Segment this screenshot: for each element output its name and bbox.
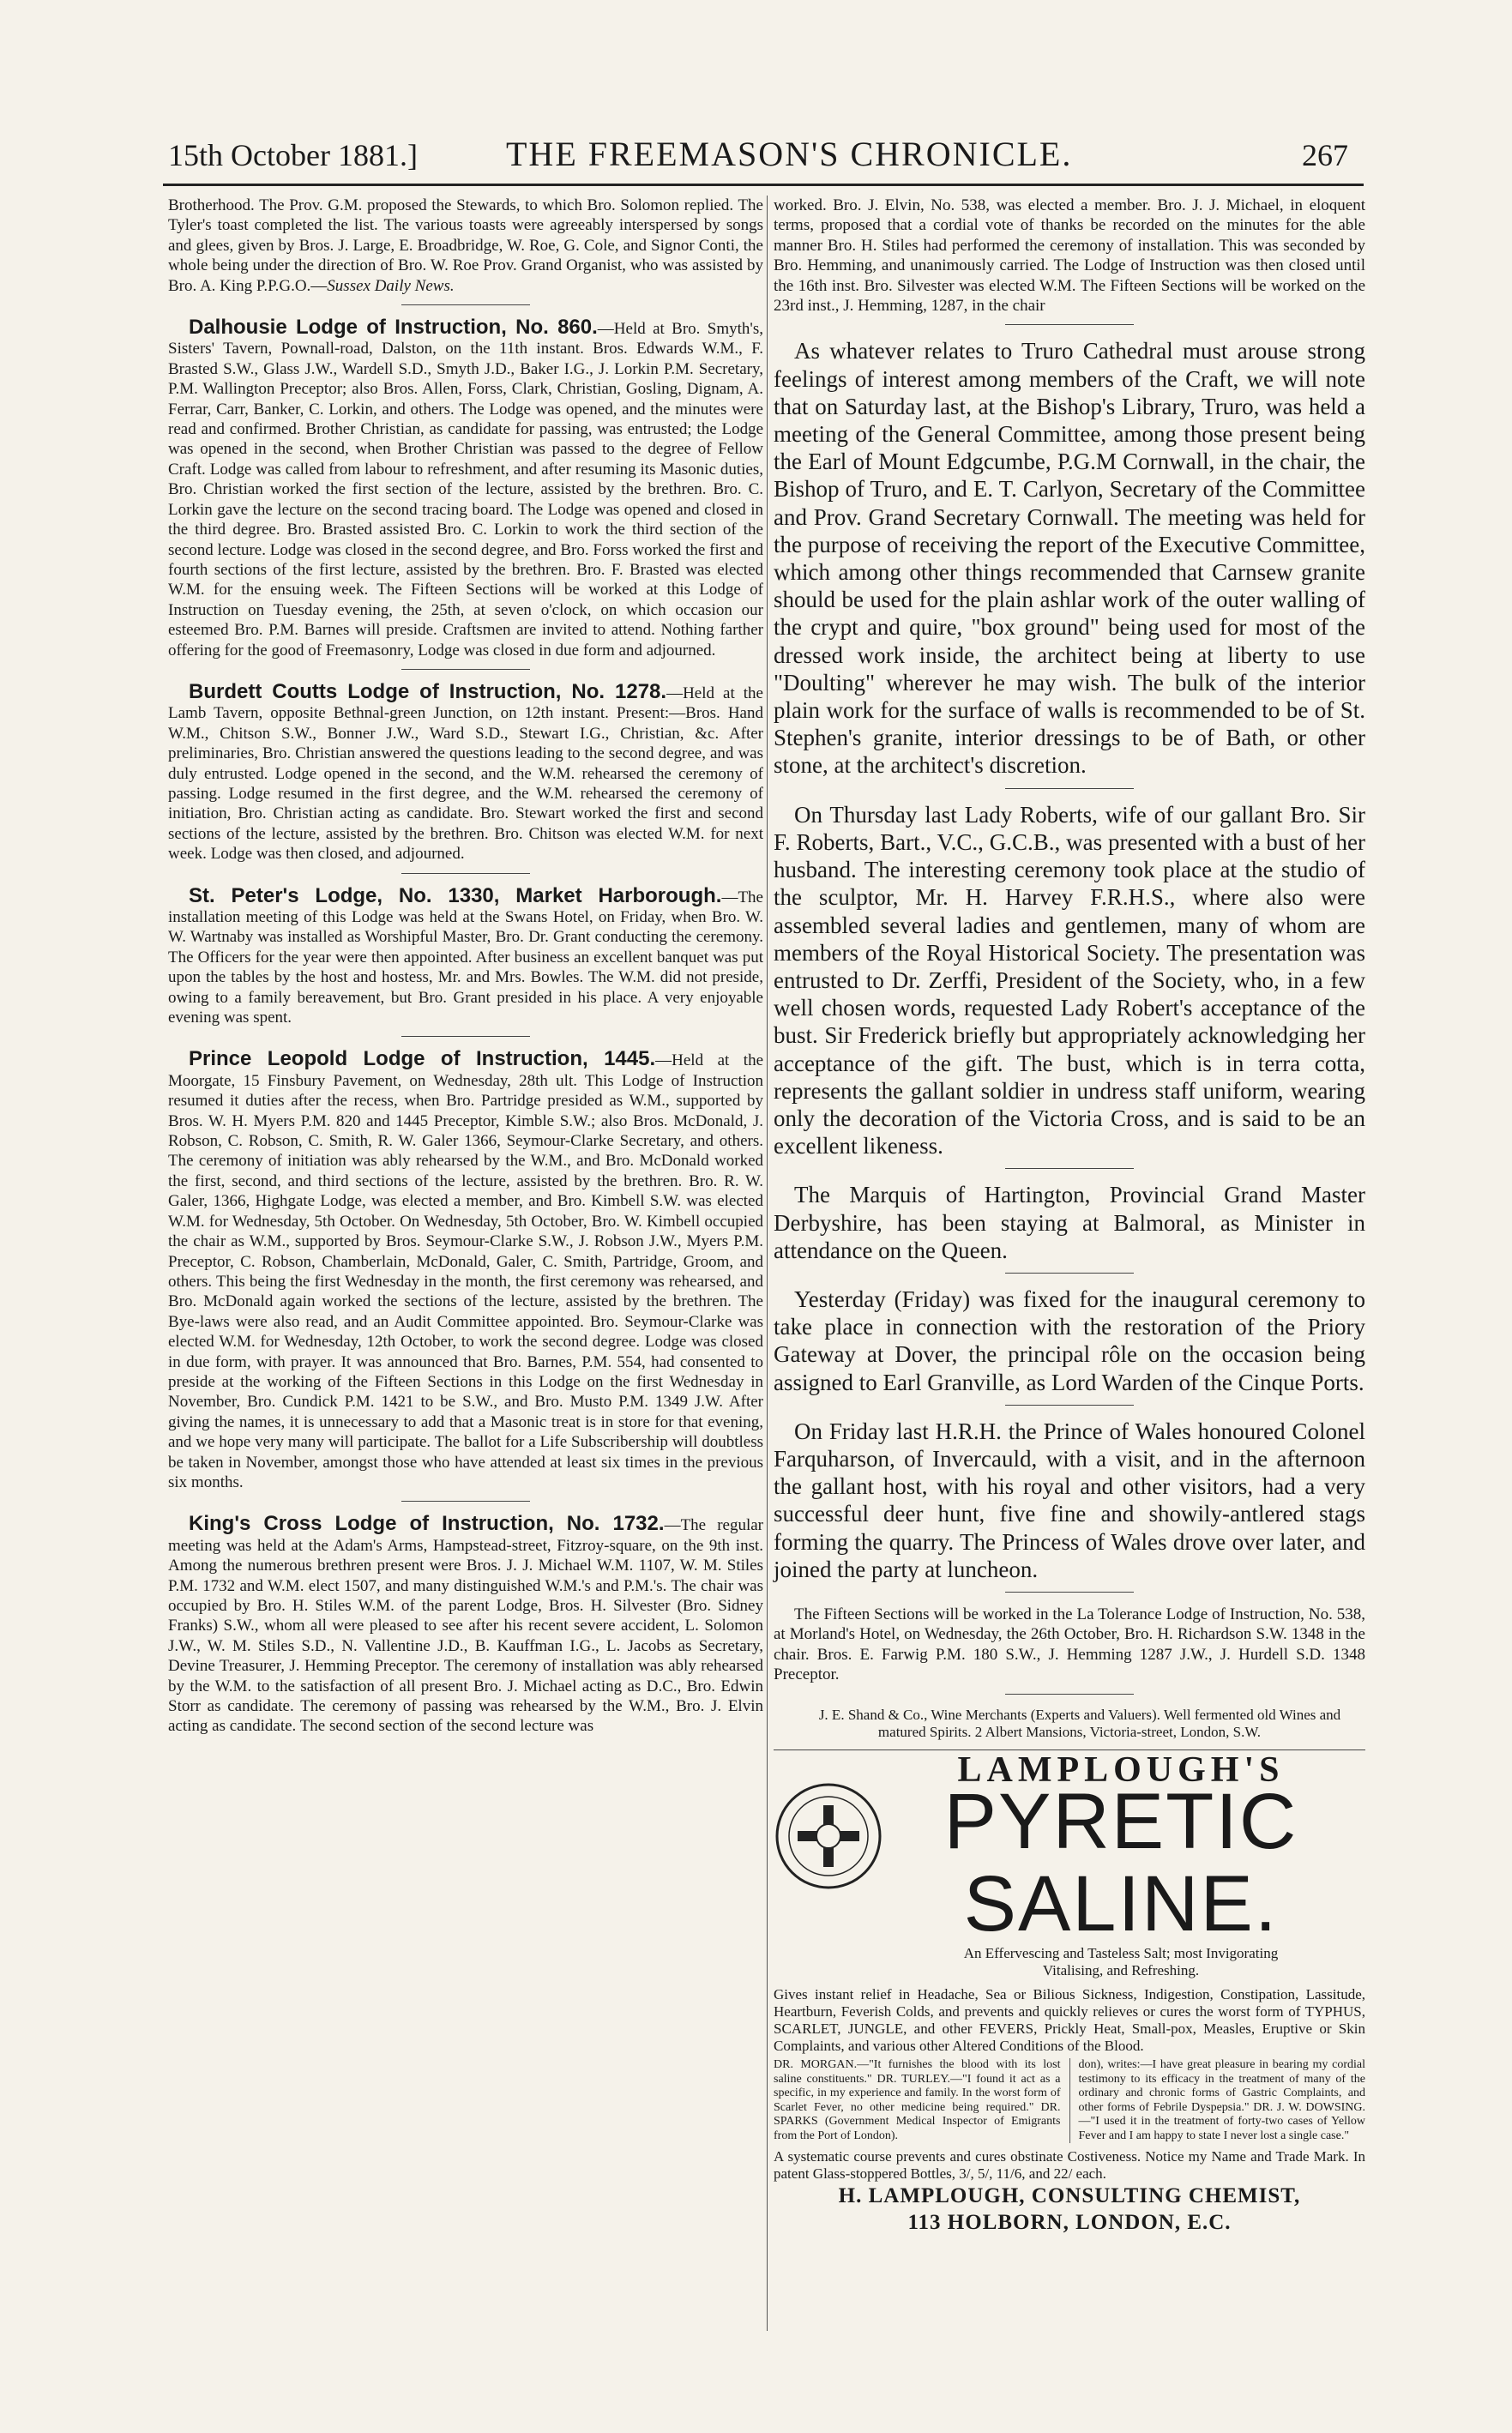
advert-footer: A systematic course prevents and cures obstinate Costiveness. Notice my Name and Trade Mark. In patent Glass-stoppered Bottles, 3/, 5/, 11/6, and 22/ each. bbox=[774, 2148, 1365, 2182]
divider bbox=[401, 1036, 530, 1037]
advert-chemist-name: H. LAMPLOUGH, CONSULTING CHEMIST, bbox=[838, 2184, 1301, 2207]
divider bbox=[1005, 1405, 1134, 1406]
advert-testimonials bbox=[774, 2058, 1365, 2143]
article-roberts: On Thursday last Lady Roberts, wife of our gallant Bro. Sir F. Roberts, Bart., V.C., G.C.B., was presented with a bust of her husband. The interesting ceremony took place at the studio of the sculptor, Mr. H. Harvey F.R.H.S., where also were assembled several ladies and gentlemen, many of whom are members of the Royal Historical Society. The presentation was entrusted to Dr. Zerffi, President of the Society, who, in a few well chosen words, requested Lady Robert's acceptance of the bust. Sir Frederick briefly but appropriately acknowledging her acceptance of the gift. The bust, which is in terra cotta, represents the gallant soldier in undress staff uniform, wearing only the decoration of the Victoria Cross, and is said to be an excellent likeness. bbox=[774, 801, 1365, 1159]
header-title: THE FREEMASON'S CHRONICLE. bbox=[506, 135, 1073, 173]
article-dover: Yesterday (Friday) was fixed for the inaugural ceremony to take place in connection with the restoration of the Priory Gateway at Dover, the principal rôle on the occasion being assigned to Earl Granville, as Lord Warden of the Cinque Ports. bbox=[774, 1286, 1365, 1395]
divider bbox=[1005, 1168, 1134, 1169]
trade-mark-seal-icon bbox=[774, 1781, 883, 1891]
article-hartington: The Marquis of Hartington, Provincial Grand Master Derbyshire, has been staying at Balmoral, as Minister in attendance on the Queen. bbox=[774, 1182, 1365, 1263]
article-prince-of-wales: On Friday last H.R.H. the Prince of Wales honoured Colonel Farquharson, of Invercauld, with a visit, and in the afternoon the gallant host, with his royal and other visitors, had a very successful deer hunt, five fine and showily-antlered stags forming the quarry. The Princess of Wales drove over later, and joined the party at luncheon. bbox=[774, 1418, 1365, 1582]
testimonial-left: DR. MORGAN.—"It furnishes the blood with its lost saline constituents." DR. TURLEY.—"I found it act as a specific, in my experience and family. In the worst form of Scarlet Fever, no other medicine being required." DR. SPARKS (Government Medical Inspector of Emigrants from the Port of London). bbox=[774, 2058, 1061, 2142]
header-date: 15th October 1881.] bbox=[168, 138, 418, 172]
left-column bbox=[168, 196, 763, 1737]
advert-description: Gives instant relief in Headache, Sea or Bilious Sickness, Indigestion, Constipation, Lassitude, Heartburn, Feverish Colds, and prevents and quickly relieves or cures the worst form of TYPHUS, SCARLET, JUNGLE, and other FEVERS, Prickly Heat, Small-pox, Measles, Eruptive or Skin Complaints, and various other Altered Conditions of the Blood. bbox=[774, 1986, 1365, 2054]
article-stpeter: St. Peter's Lodge, No. 1330, Market Harborough.—The installation meeting of this Lodge was held at the Swans Hotel, on Friday, when Bro. W. W. Wartnaby was installed as Worshipful Master, Bro. Dr. Grant conducting the ceremony. The Officers for the year were then appointed. After business an excellent banquet was put upon the tables by the host and hostess, Mr. and Mrs. Bowles. The W.M. did not preside, owing to a family bereavement, but Bro. Grant presided in his place. A very enjoyable evening was spent. bbox=[168, 883, 763, 1027]
divider bbox=[1005, 324, 1134, 325]
heading-kings-cross: King's Cross Lodge of Instruction, No. 1732. bbox=[189, 1512, 665, 1536]
right-column bbox=[774, 196, 1365, 2236]
advert-tagline-2: Vitalising, and Refreshing. bbox=[1042, 1962, 1200, 1978]
divider bbox=[1005, 1592, 1134, 1593]
divider bbox=[401, 873, 530, 874]
divider bbox=[401, 304, 530, 305]
divider bbox=[1005, 1273, 1134, 1274]
article-truro: As whatever relates to Truro Cathedral must arouse strong feelings of interest among members of the Craft, we will note that on Saturday last, at the Bishop's Library, Truro, was held a meeting of the General Committee, among those present being the Earl of Mount Edgcumbe, P.G.M Cornwall, in the chair, the Bishop of Truro, and E. T. Carlyon, Secretary of the Committee and Prov. Grand Secretary Cornwall. The meeting was held for the purpose of receiving the report of the Executive Committee, which among other things recommended that Carnsew granite should be used for the plain ashlar work of the outer walling of the crypt and quire, "box ground" being used for most of the dressed work inside, the architect being at liberty to use "Doulting" wherever he may wish. The bulk of the interior plain work for the surface of walls is recommended to be of St. Stephen's granite, interior dressings to be of Bath, or other stone, at the architect's discretion. bbox=[774, 338, 1365, 779]
advert-shand: J. E. Shand & Co., Wine Merchants (Experts and Valuers). Well fermented old Wines and matured Spirits. 2 Albert Mansions, Victoria-street, London, S.W. bbox=[818, 1706, 1341, 1740]
testimonial-right: don), writes:—I have great pleasure in bearing my cordial testimony to its efficacy in the treatment of many of the ordinary and chronic forms of Gastric Complaints, and other forms of Febrile Dyspepsia." DR. J. W. DOWSING.—"I used it in the treatment of forty-two cases of Yellow Fever and I am happy to state I never lost a single case." bbox=[1078, 2058, 1365, 2142]
advert-chemist-address: 113 HOLBORN, LONDON, E.C. bbox=[907, 2211, 1232, 2234]
page-number: 267 bbox=[1302, 138, 1348, 172]
divider bbox=[1005, 788, 1134, 789]
heading-leopold: Prince Leopold Lodge of Instruction, 1445. bbox=[189, 1047, 656, 1071]
divider bbox=[1005, 1694, 1134, 1695]
divider bbox=[401, 669, 530, 670]
advert-brand: LAMPLOUGH'S bbox=[957, 1749, 1285, 1790]
divider bbox=[401, 1501, 530, 1502]
header-rule bbox=[163, 184, 1364, 186]
advert-product: PYRETIC SALINE. bbox=[943, 1778, 1298, 1948]
heading-stpeter: St. Peter's Lodge, No. 1330, Market Harborough. bbox=[189, 883, 722, 907]
advert-tagline-1: An Effervescing and Tasteless Salt; most Invigorating bbox=[963, 1945, 1279, 1961]
article-dalhousie: Dalhousie Lodge of Instruction, No. 860.—Held at Bro. Smyth's, Sisters' Tavern, Pownall-road, Dalston, on the 11th instant. Bros. Edwards W.M., F. Brasted S.W., Glass J.W., Wardell S.D., Smyth J.D., Baker I.G., J. Lorkin P.M. Secretary, P.M. Wallington Preceptor; also Bros. Allen, Forss, Clark, Christian, Gosling, Dignam, A. Ferrar, Carr, Banker, C. Lorkin, and others. The Lodge was opened, and the minutes were read and confirmed. Brother Christian, as candidate for passing, was entrusted; the Lodge was opened in the second, when Brother Christian was passed to the degree of Fellow Craft. Lodge was called from labour to refreshment, and after resuming its Masonic duties, Bro. Christian worked the first section of the lecture, assisted by the brethren. Bro. C. Lorkin gave the lecture on the second tracing board. The Lodge was opened and closed in the third degree. Bro. Brasted assisted Bro. C. Lorkin to work the third section of the second lecture. Lodge was closed in the second degree, and Bro. Forss worked the first and fourth sections of the first lecture, assisted by the brethren. Bro. F. Brasted was elected W.M. for the ensuing week. The Fifteen Sections will be worked at this Lodge of Instruction on Tuesday evening, the 25th, at seven o'clock, on which occasion our esteemed Bro. P.M. Barnes will preside. Craftsmen are invited to attend. Nothing farther offering for the good of Freemasonry, Lodge was closed in due form and adjourned. bbox=[168, 316, 763, 659]
testimonial-divider bbox=[1069, 2058, 1070, 2143]
heading-burdett: Burdett Coutts Lodge of Instruction, No. 1278. bbox=[189, 679, 667, 703]
article-burdett: Burdett Coutts Lodge of Instruction, No. 1278.—Held at the Lamb Tavern, opposite Bethnal-green Junction, on 12th instant. Present:—Bros. Hand W.M., Chitson S.W., Bonner J.W., Ward S.D., Stewart I.G., Christian, &c. After preliminaries, Bro. Christian answered the questions leading to the second degree, and was duly entrusted. Lodge opened in the second, and the W.M. rehearsed the ceremony of passing. Lodge resumed in the first degree, and the W.M. rehearsed the ceremony of initiation, Bro. Christian acting as candidate. Bro. Stewart worked the first and second sections of the lecture, assisted by the brethren. Bro. Chitson was elected W.M. for next week. Lodge was then closed, and adjourned. bbox=[168, 679, 763, 864]
intro-source: Sussex Daily News. bbox=[327, 276, 455, 295]
article-leopold: Prince Leopold Lodge of Instruction, 1445.—Held at the Moorgate, 15 Finsbury Pavement, on Wednesday, 28th ult. This Lodge of Instruction resumed it duties after the recess, when Bro. Partridge presided as W.M., supported by Bros. W. H. Myers P.M. 820 and 1445 Preceptor, Kimble S.W.; also Bros. McDonald, J. Robson, C. Robson, C. Smith, R. W. Galer 1366, Seymour-Clarke Secretary, and others. The ceremony of initiation was ably rehearsed by the W.M., and Bro. McDonald worked the first, second, and third sections of the lecture, assisted by the brethren. Bro. R. W. Galer, 1366, Highgate Lodge, was elected a member, and Bro. Kimbell S.W. was elected W.M. for Wednesday, 5th October. On Wednesday, 5th October, Bro. W. Kimbell occupied the chair as W.M., supported by Bros. Seymour-Clarke S.W., J. Robson J.W., Myers P.M. Preceptor, C. Robson, Chamberlain, McDonald, Galer, C. Smith, Partridge, Groom, and others. This being the first Wednesday in the month, the first ceremony was rehearsed, and Bro. McDonald again worked the sections of the lecture, assisted by the brethren. The Bye-laws were also read, and an Audit Committee appointed. Bro. Seymour-Clarke was elected W.M. for Wednesday, 12th October, to work the second degree. Lodge was closed in due form, with prayer. It was announced that Bro. Barnes, P.M. 554, had consented to preside at the working of the Fifteen Sections in this Lodge on the first Wednesday in November, Bro. Cundick P.M. 1421 to be S.W., and Bro. Musto P.M. 1349 J.W. After giving the names, it is unnecessary to add that a Masonic treat is in store for that evening, and we hope very many will participate. The ballot for a Life Subscribership will doubtless be taken in November, amongst those who have attended at least six times in the previous six months. bbox=[168, 1047, 763, 1491]
column-divider bbox=[767, 196, 768, 2331]
article-tolerance: The Fifteen Sections will be worked in the La Tolerance Lodge of Instruction, No. 538, at Morland's Hotel, on Wednesday, the 26th October, Bro. H. Richardson S.W. 1348 in the chair. Bros. E. Farwig P.M. 180 S.W., J. Hemming 1287 J.W., J. Hurdell S.D. 1348 Preceptor. bbox=[774, 1605, 1365, 1684]
article-intro: Brotherhood. The Prov. G.M. proposed the Stewards, to which Bro. Solomon replied. The Tyler's toast completed the list. The various toasts were agreeably interspersed by songs and glees, given by Bros. J. Large, E. Broadbridge, W. Roe, G. Cole, and Signor Conti, the whole being under the direction of Bro. W. Roe Prov. Grand Organist, who was assisted by Bro. A. King P.P.G.O.—Sussex Daily News. bbox=[168, 196, 763, 295]
article-kings-cross-continued: worked. Bro. J. Elvin, No. 538, was elected a member. Bro. J. J. Michael, in eloquent terms, proposed that a cordial vote of thanks be recorded on the minutes for the able manner Bro. H. Stiles had performed the ceremony of installation. This was seconded by Bro. Hemming, and unanimously carried. The Lodge of Instruction was then closed until the 16th inst. Bro. Silvester was elected W.M. The Fifteen Sections will be worked on the 23rd inst., J. Hemming, 1287, in the chair bbox=[774, 196, 1365, 316]
advert-lamplough bbox=[774, 1749, 1365, 2236]
article-kings-cross: King's Cross Lodge of Instruction, No. 1732.—The regular meeting was held at the Adam's Arms, Hampstead-street, Fitzroy-square, on the 9th inst. Among the numerous brethren present were Bros. J. J. Michael W.M. 1107, W. M. Stiles P.M. 1732 and W.M. elect 1507, and many distinguished W.M.'s and P.M.'s. The chair was occupied by Bro. H. Stiles W.M. of the parent Lodge, Bros. H. Silvester (Bro. Sidney Franks) S.W., whom all were pleased to see after his recent severe accident, L. Solomon J.W., W. M. Stiles S.D., N. Vallentine J.D., B. Kauffman I.G., L. Jacobs as Secretary, Devine Treasurer, J. Hemming Preceptor. The ceremony of installation was ably rehearsed by the W.M. to the satisfaction of all present Bro. J. Michael acting as D.C., Bro. Edwin Storr as candidate. The ceremony of passing was rehearsed by the W.M., Bro. J. Elvin acting as candidate. The second section of the second lecture was bbox=[168, 1512, 764, 1736]
heading-dalhousie: Dalhousie Lodge of Instruction, No. 860. bbox=[189, 316, 598, 340]
